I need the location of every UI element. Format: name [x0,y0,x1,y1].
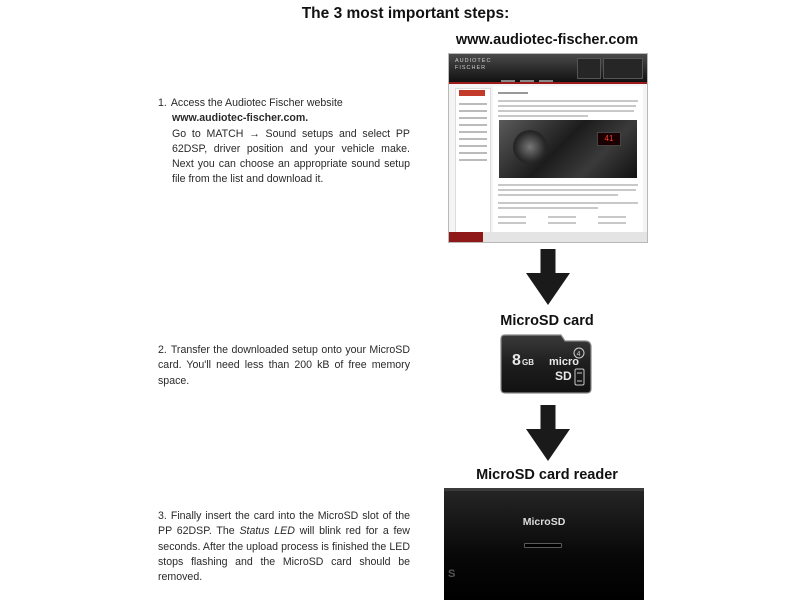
card-reader-label: MicroSD card reader [476,467,618,483]
website-sidebar [455,88,491,236]
step-2 [158,343,410,389]
step-1-access-text: Access the Audiotec Fischer website [170,97,343,109]
step-3-text-before: Finally insert the card into the MicroSD slot of the PP 62DSP. The [158,510,410,538]
website-footer [449,232,647,242]
step-3-text-after: will blink red for a few seconds. After the upload process is finished the LED stops flashing and the MicroSD card should be removed. [158,525,410,584]
step-1-body: Go to MATCH → Sound setups and select PP 62DSP, driver position and your vehicle make. Next you can choose an appropriate sound setup file from the list and download it. [172,127,410,186]
sdcard-capacity: 8 [512,352,521,369]
sdcard-brand-2: SD [555,369,572,383]
website-brand-mark [459,90,485,96]
step-3-number: 3. [158,510,167,522]
sdcard-unit: GB [522,358,534,367]
sdcard-brand-1: micro [549,356,579,368]
reader-slot-label: MicroSD [522,516,566,528]
step-1-number: 1. [158,97,167,109]
step-1 [158,96,410,188]
step-2-number: 2. [158,344,167,356]
website-accent-bar [449,82,647,84]
website-screenshot [448,53,648,243]
step-1-url-suffix: . [305,112,309,125]
step-1-url: www.audiotec-fischer.com [172,112,306,125]
website-header [449,54,647,82]
step-2-body: Transfer the downloaded setup onto your MicroSD card. You'll need less than 200 kB of free memory space. [158,344,410,387]
microsd-slot [524,543,562,548]
microsd-card-label: MicroSD card [500,313,594,329]
step-3 [158,509,410,585]
down-arrow-icon [526,249,570,305]
microsd-card-image [499,333,593,395]
website-header-thumb [577,58,601,79]
step-1-access-line [158,96,410,111]
website-content [493,86,643,236]
website-display: 41 [597,132,621,146]
website-logo: AUDIOTEC FISCHER [455,58,492,71]
reader-edge-mark: S [448,568,456,580]
page-title: The 3 most important steps: [301,5,510,22]
website-car-photo [499,120,637,178]
status-led-term: Status LED [239,525,295,538]
sdcard-class: 4 [576,351,581,358]
step-1-details [158,111,410,187]
website-header-thumb [603,58,643,79]
website-label: www.audiotec-fischer.com [455,32,639,48]
down-arrow-icon [526,405,570,461]
card-reader-image [444,488,644,600]
